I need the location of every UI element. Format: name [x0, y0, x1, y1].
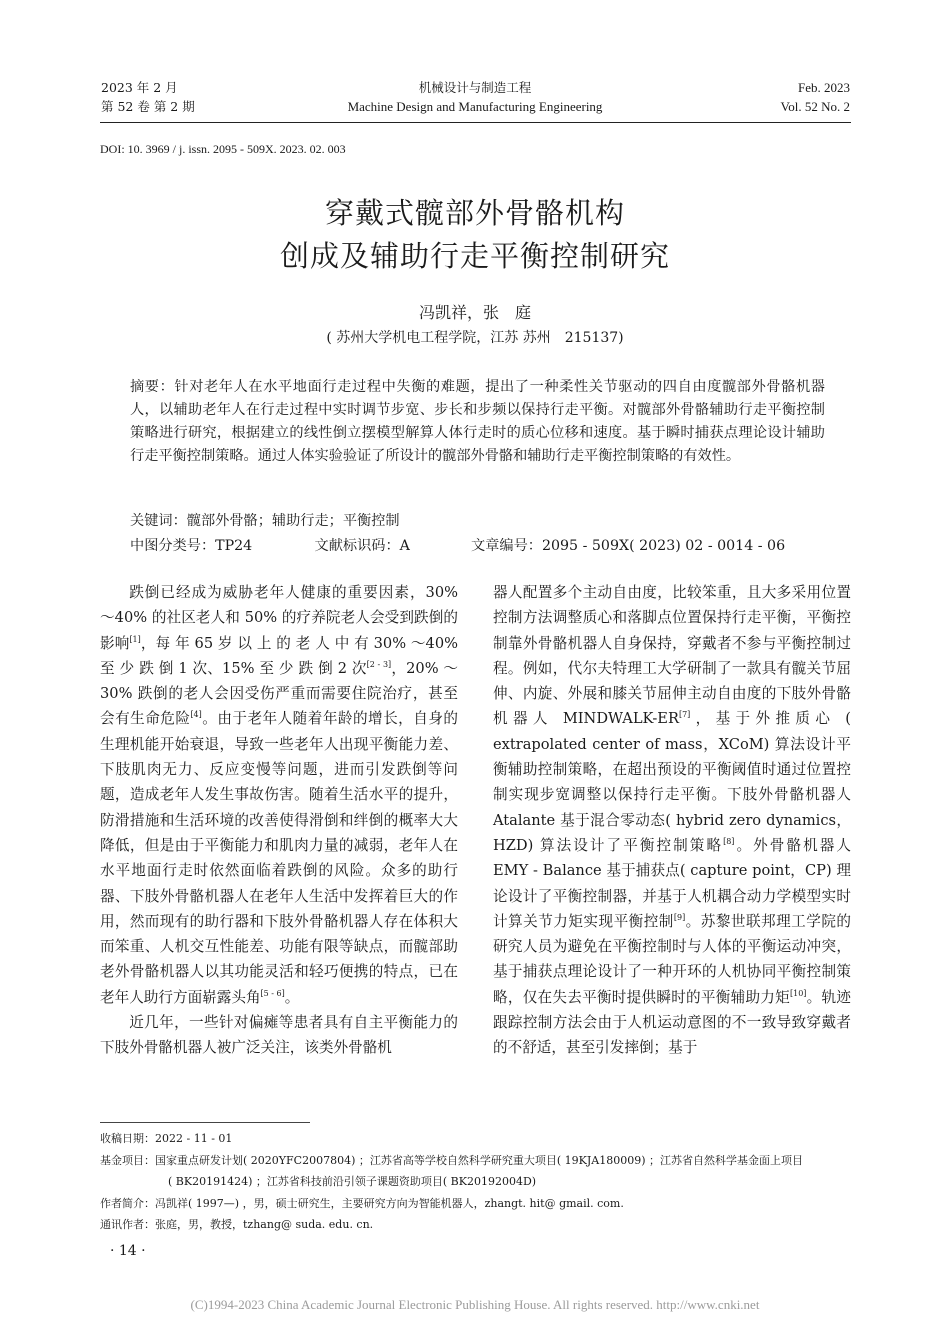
header-issue-info [101, 78, 195, 116]
title-line-2: 创成及辅助行走平衡控制研究 [279, 239, 670, 273]
citation: [10] [790, 988, 807, 998]
text-run: 器人配置多个主动自由度，比较笨重，且大多采用位置控制方法调整质心和落脚点位置保持行走平衡，平衡控制靠外骨骼机器人自身保持，穿戴者不参与平衡控制过程。例如，代尔夫特理工大学研制了一款具有髋关节屈伸、内旋、外展和膝关节屈伸主动自由度的下肢外骨骼机器人 MINDWALK-ER [493, 584, 851, 728]
paper-title [150, 192, 800, 278]
footnote-rule [100, 1122, 310, 1123]
fund-info: 基金项目：国家重点研发计划( 2020YFC2007804) ；江苏省高等学校自然科学研究重大项目( 19KJA180009) ；江苏省自然科学基金面上项目 [100, 1153, 804, 1167]
text-run: ，每 年 65 岁 以 上 的 老 人 中 有 30% ～40% 至 少 跌 倒 1 次、15% 至 少 跌 倒 2 次 [100, 634, 458, 677]
header-issue-info-en [781, 78, 850, 116]
body-column-left [100, 580, 458, 1061]
text-run: 跌倒已经成为威胁老年人健康的重要因素，30% ～40% 的社区老人和 50% 的疗养院老人会受到跌倒的影响 [100, 584, 458, 652]
text-run: 。由于老年人随着年龄的增长，自身的生理机能开始衰退，导致一些老年人出现平衡能力差、下肢肌肉无力、反应变慢等问题，进而引发跌倒等问题，造成老年人发生事故伤害。随着生活水平的提升，防滑措施和生活环境的改善使得滑倒和绊倒的概率大大降低，但是由于平衡能力和肌肉力量的减弱，老年人在水平地面行走时依然面临着跌倒的风险。众多的助行器、下肢外骨骼机器人在老年人生活中发挥着巨大的作用，然而现有的助行器和下肢外骨骼机器人存在体积大而笨重、人机交互性能差、功能有限等缺点，而髋部助老外骨骼机器人以其功能灵活和轻巧便携的特点，已在老年人助行方面崭露头角 [100, 710, 458, 1006]
header-volume-en: Vol. 52 No. 2 [780, 99, 850, 114]
text-run: 。苏黎世联邦理工学院的研究人员为避免在平衡控制时与人体的平衡运动冲突，基于捕获点理论设计了一种开环的人机协同平衡控制策略，仅在失去平衡时提供瞬时的平衡辅助力矩 [493, 912, 851, 1006]
abstract: 摘要：针对老年人在水平地面行走过程中失衡的难题，提出了一种柔性关节驱动的四自由度髋部外骨骼机器人，以辅助老年人在行走过程中实时调节步宽、步长和步频以保持行走平衡。对髋部外骨骼辅助行走平衡控制策略进行研究，根据建立的线性倒立摆模型解算人体行走时的质心位移和速度。基于瞬时捕获点理论设计辅助行走平衡控制策略。通过人体实验验证了所设计的髋部外骨骼和辅助行走平衡控制策略的有效性。 [130, 379, 825, 464]
text-run: 。外骨骼机器人 EMY - Balance 基于捕获点( capture point，CP) 理论设计了平衡控制器，并基于人机耦合动力学模型实时计算关节力矩实现平衡控制 [493, 836, 851, 930]
title-line-1: 穿戴式髋部外骨骼机构 [324, 196, 625, 230]
header-rule [100, 122, 851, 123]
citation: [8] [723, 837, 735, 847]
copyright-watermark: (C)1994-2023 China Academic Journal Electronic Publishing House. All rights reserved. http://www.cnki.net [190, 1297, 760, 1312]
text-run: 。 [284, 988, 300, 1006]
header-date: 2023 年 2 月 [101, 80, 178, 95]
affiliation: ( 苏州大学机电工程学院，江苏 苏州 215137) [326, 330, 624, 346]
citation: [9] [673, 913, 686, 922]
journal-name-en: Machine Design and Manufacturing Engineering [347, 99, 603, 114]
journal-name-cn: 机械设计与制造工程 [418, 80, 532, 95]
citation: [5 - 6] [260, 988, 285, 998]
header-date-en: Feb. 2023 [798, 80, 850, 95]
fund-info-continued: ( BK20191424) ；江苏省科技前沿引领子课题资助项目( BK20192004D) [168, 1175, 537, 1188]
citation: [2 - 3] [366, 660, 392, 670]
classification-line [130, 535, 830, 555]
footnotes [100, 1128, 852, 1236]
article-number: 文章编号：2095 - 509X( 2023) 02 - 0014 - 06 [471, 538, 786, 554]
doi: DOI: 10. 3969 / j. issn. 2095 - 509X. 2023. 02. 003 [100, 142, 346, 156]
keywords: 关键词：髋部外骨骼；辅助行走；平衡控制 [130, 513, 400, 529]
paragraph: 近几年，一些针对偏瘫等患者具有自主平衡能力的下肢外骨骼机器人被广泛关注，该类外骨骼机 [100, 1014, 458, 1057]
citation: [4] [190, 710, 202, 720]
citation: [7] [678, 710, 691, 720]
authors: 冯凯祥，张 庭 [418, 303, 531, 322]
corresponding-author: 通讯作者：张庭，男，教授，tzhang@ suda. edu. cn. [100, 1218, 374, 1231]
paragraph [100, 580, 458, 1010]
text-run: 。轨迹跟踪控制方法会由于人机运动意图的不一致导致穿戴者的不舒适，甚至引发摔倒；基于 [493, 988, 851, 1057]
text-run: ，基于外推质心 ( extrapolated center of mass，XCoM) 算法设计平衡辅助控制策略，在超出预设的平衡阈值时通过位置控制实现步宽调整以保持行走平衡。下肢外骨骼机器人 Atalante 基于混合零动态( hybrid zero dynamics，HZD) 算法设计了平衡控制策略 [493, 710, 851, 854]
text-run: ，20% ～30% 跌倒的老人会因受伤严重而需要住院治疗，甚至会有生命危险 [100, 659, 458, 728]
citation: [1] [129, 634, 141, 644]
received-date: 收稿日期：2022 - 11 - 01 [100, 1132, 233, 1145]
document-code: 文献标识码：A [314, 538, 410, 554]
header-volume: 第 52 卷 第 2 期 [101, 99, 195, 114]
page-number: · 14 · [110, 1243, 146, 1259]
author-bio: 作者简介：冯凯祥( 1997—) ，男，硕士研究生，主要研究方向为智能机器人，zhangt. hit@ gmail. com. [100, 1196, 624, 1210]
body-column-right [493, 580, 851, 1061]
paragraph [493, 580, 851, 1061]
header-journal-name [300, 78, 650, 116]
clc-number: 中图分类号：TP24 [130, 538, 253, 554]
